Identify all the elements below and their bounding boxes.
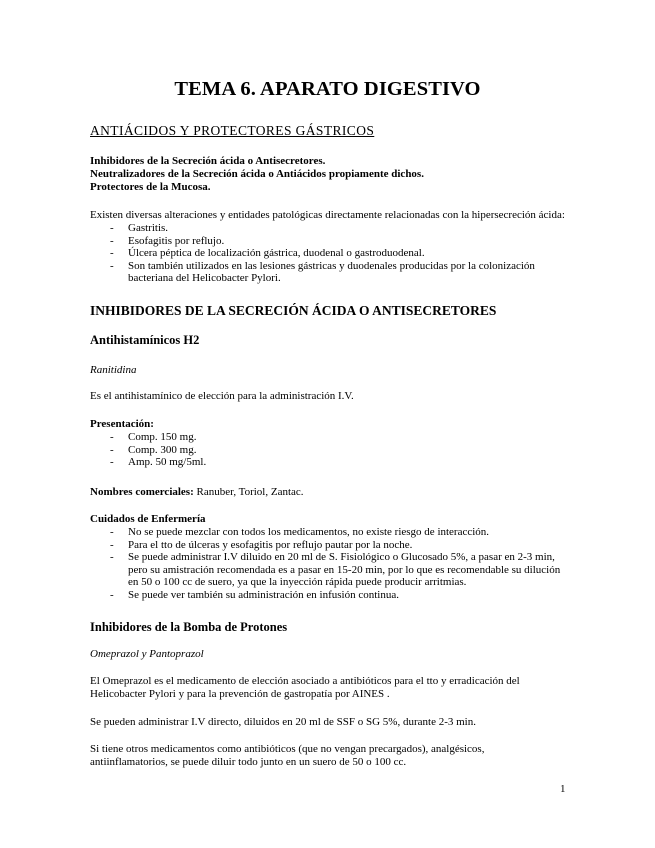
list-item: - Son también utilizados en las lesiones gástricas y duodenales producidas por la colonización bacteriana del Helicobacter Pylori. (110, 260, 570, 285)
omeprazol-paragraph-2: Se pueden administrar I.V directo, diluidos en 20 ml de SSF o SG 5%, durante 2-3 min. (90, 716, 476, 728)
care-list (110, 526, 570, 602)
omeprazol-paragraph-1: El Omeprazol es el medicamento de elección asociado a antibióticos para el tto y erradicación del Helicobacter Pylori y para la prevención de gastropatía por AINES . (90, 675, 520, 700)
subheading-bomba-protones: Inhibidores de la Bomba de Protones (90, 620, 288, 634)
list-item: - Gastritis. (110, 222, 570, 235)
list-item: - Comp. 150 mg. (110, 431, 410, 444)
presentation-list (110, 431, 410, 469)
category-antisecretores: Inhibidores de la Secreción ácida o Antisecretores. (90, 155, 326, 167)
section-heading-antiacidos: ANTIÁCIDOS Y PROTECTORES GÁSTRICOS (90, 123, 375, 138)
intro-paragraph: Existen diversas alteraciones y entidades patológicas directamente relacionadas con la hipersecreción ácida: (90, 209, 565, 221)
pathology-list (110, 222, 570, 285)
commercial-names (90, 486, 304, 498)
list-item: - Úlcera péptica de localización gástrica, duodenal o gastroduodenal. (110, 247, 570, 260)
category-neutralizadores: Neutralizadores de la Secreción ácida o Antiácidos propiamente dichos. (90, 168, 424, 180)
list-item: - Se puede ver también su administración en infusión continua. (110, 589, 570, 602)
list-item: - No se puede mezclar con todos los medicamentos, no existe riesgo de interacción. (110, 526, 570, 539)
ranitidina-description: Es el antihistamínico de elección para la administración I.V. (90, 390, 354, 402)
drug-name-ranitidina: Ranitidina (90, 364, 137, 376)
commercial-names-label: Nombres comerciales: (90, 486, 194, 498)
list-item: - Amp. 50 mg/5ml. (110, 456, 410, 469)
subheading-antihistaminicos: Antihistamínicos H2 (90, 333, 200, 347)
presentation-label: Presentación: (90, 418, 154, 430)
care-label: Cuidados de Enfermería (90, 513, 206, 525)
list-item: - Para el tto de úlceras y esofagitis por reflujo pautar por la noche. (110, 539, 570, 552)
page-title: TEMA 6. APARATO DIGESTIVO (174, 78, 481, 100)
section-heading-inhibidores: INHIBIDORES DE LA SECRECIÓN ÁCIDA O ANTISECRETORES (90, 303, 497, 318)
list-item: - Se puede administrar I.V diluido en 20 ml de S. Fisiológico o Glucosado 5%, a pasar en 2-3 min, pero su amistración recomendada es a pasar en 15-20 min, por lo que es recomendable su dilución en 50 o 100 cc de suero, ya que la inyección rápida puede producir arritmias. (110, 551, 570, 589)
list-item: - Comp. 300 mg. (110, 444, 410, 457)
commercial-names-value: Ranuber, Toriol, Zantac. (193, 486, 304, 498)
drug-name-omeprazol: Omeprazol y Pantoprazol (90, 648, 204, 660)
page-number: 1 (560, 783, 566, 795)
list-item: - Esofagitis por reflujo. (110, 235, 570, 248)
omeprazol-paragraph-3: Si tiene otros medicamentos como antibióticos (que no vengan precargados), analgésicos, antiinflamatorios, se puede diluir todo junto en un suero de 50 o 100 cc. (90, 743, 485, 768)
category-protectores: Protectores de la Mucosa. (90, 181, 211, 193)
